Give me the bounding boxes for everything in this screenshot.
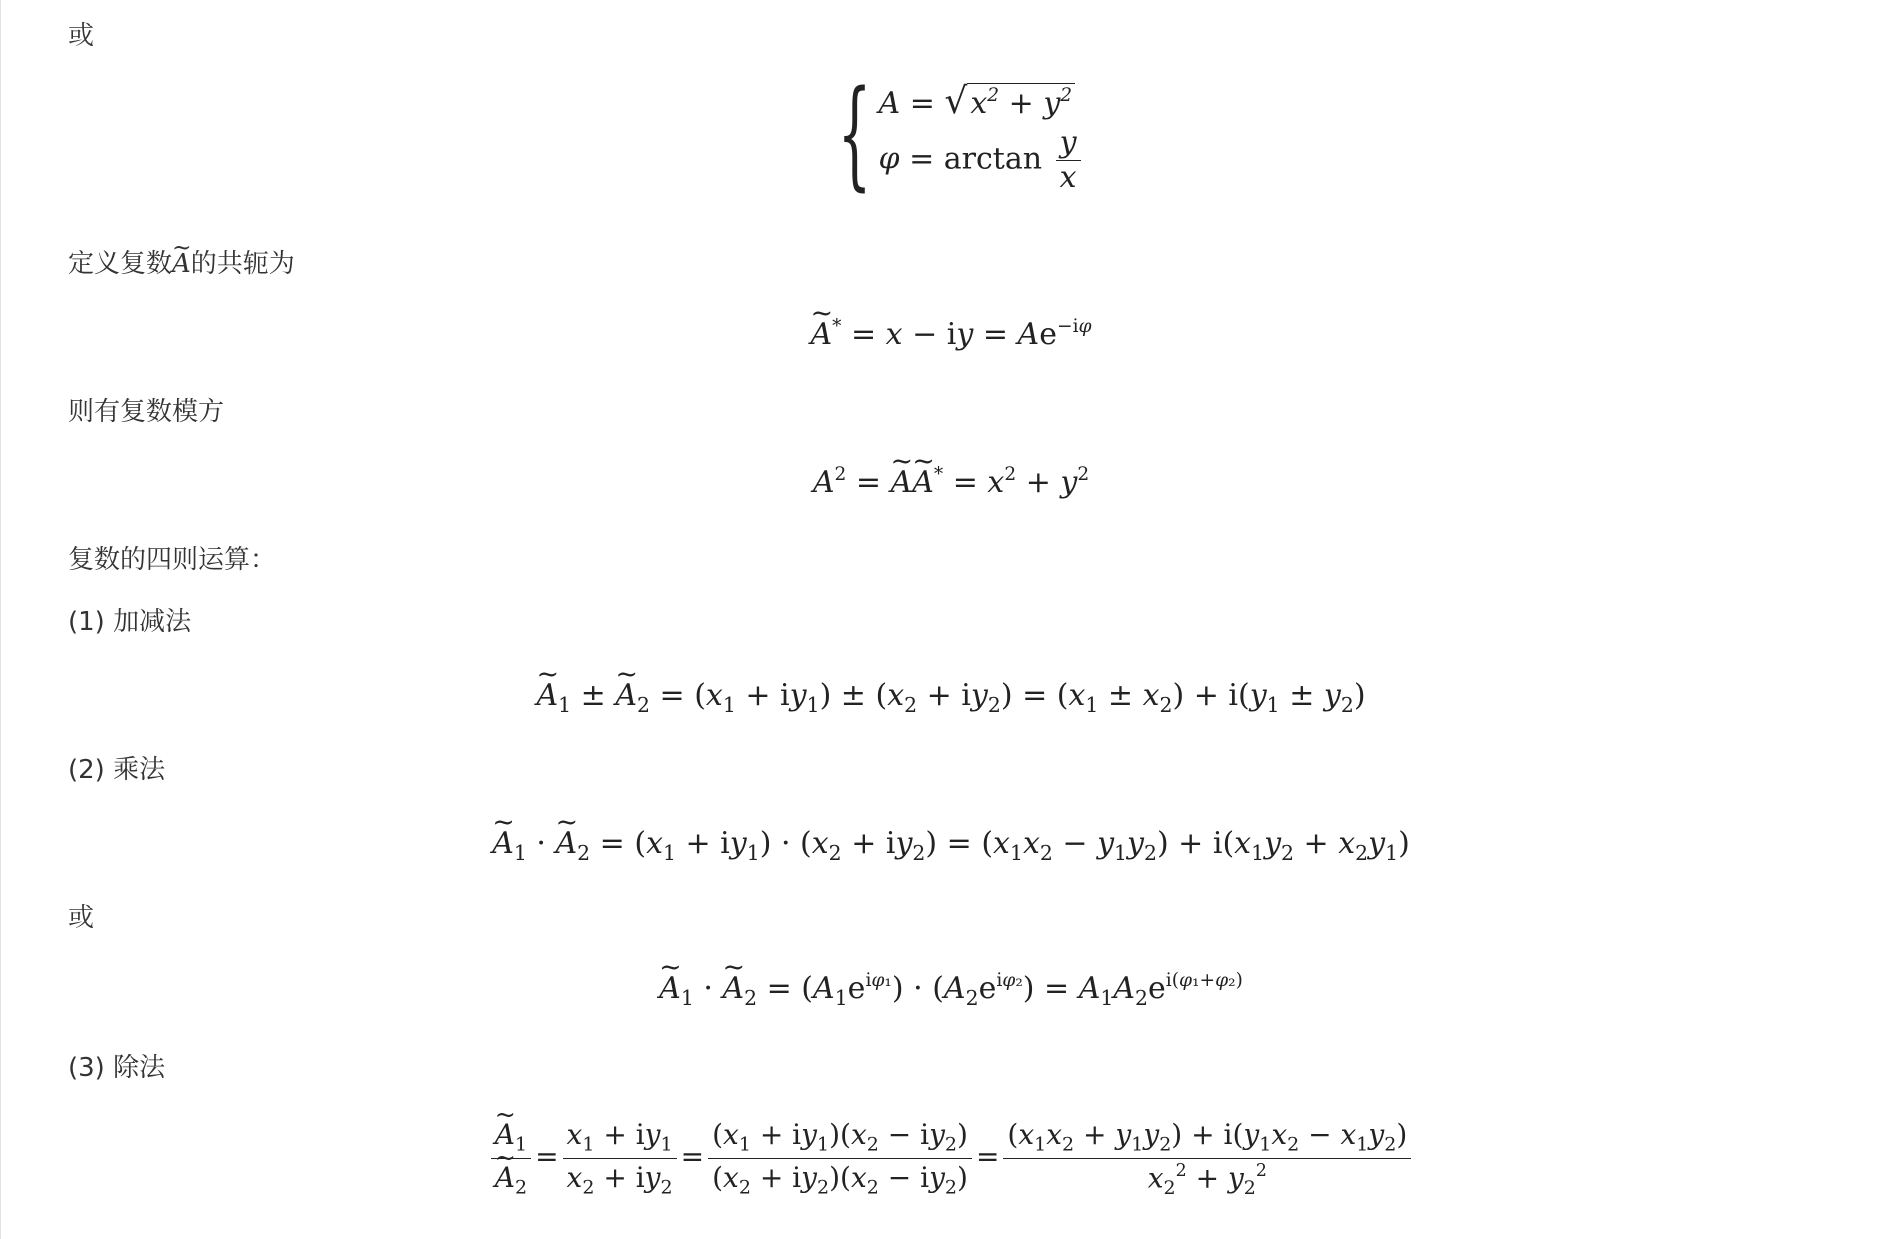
cases-a-symbol: A [878, 86, 901, 122]
brace-symbol: { [838, 63, 872, 202]
equation-divide: ~ $A_1$ ~ $A_2$ = $\frac{x_1 + iy_1}{x_2 + iy_2}$ = $\frac{(x_1 + iy_1)(x_2 - iy_2)}{(x_2 + iy_2)(x_2 - iy_2)}$ = $\frac{(x_1x_2 + y_1y_2) + i(y_1x_2 - x_1y_2)}{x_2^2 + y_2^2}$ [0, 1118, 1902, 1199]
cases-equals-1: = [900, 86, 945, 122]
heading-divide: (3) 除法 [68, 1053, 166, 1083]
cases-frac-den: x [1059, 160, 1077, 196]
equation-modulus: $A^2$ = ~ A~ $A^* = x^2 + y^2$ [0, 464, 1902, 500]
cases-phi-symbol: φ [878, 141, 900, 177]
paragraph-define-conjugate [68, 246, 295, 282]
equation-multiply-polar: ~ $A_1$ · ~ $A_2 = (A_1e^{i\varphi_1}) \cdot (A_2e^{i\varphi_2}) = A_1A_2e^{i(\varphi_1+\varphi_2)}$ [0, 970, 1902, 1010]
define-conj-suffix: 的共轭为 [190, 249, 295, 279]
cases-equals-2: = [899, 141, 944, 177]
divide-frac-4: $\frac{(x_1x_2 + y_1y_2) + i(y_1x_2 - x_1y_2)}{x_2^2 + y_2^2}$ [1003, 1118, 1411, 1199]
sqrt-radicand: $x^2 + y^2$ [967, 83, 1075, 121]
equation-polar-cases [0, 63, 1902, 202]
cases-frac-num: y [1056, 128, 1081, 161]
cases-arctan: arctan [943, 141, 1043, 177]
divide-frac-1: ~ $A_1$ ~ $A_2$ [491, 1118, 531, 1198]
sqrt-radical-icon: √ [944, 81, 968, 123]
equation-add-sub: ~ $A_1$ ± ~ $A_2 = (x_1 + iy_1) \pm (x_2 + iy_2) = (x_1 \pm x_2) + i(y_1 \pm y_2)$ [0, 678, 1902, 717]
complex-a-tilde: ~ A [172, 246, 191, 282]
cases-fraction [1056, 125, 1081, 196]
divide-frac-2: $\frac{x_1 + iy_1}{x_2 + iy_2}$ [563, 1118, 677, 1198]
paragraph-or-2: 或 [68, 903, 95, 933]
heading-multiply: (2) 乘法 [68, 755, 166, 785]
heading-add-sub: (1) 加减法 [68, 607, 192, 637]
equation-multiply-rect: ~ $A_1$ · ~ $A_2 = (x_1 + iy_1) \cdot (x_2 + iy_2) = (x_1x_2 - y_1y_2) + i(x_1y_2 + x_2y_1)$ [0, 826, 1902, 865]
equation-conjugate: ~ A* = x − iy = $Ae^{-i\varphi}$ [0, 316, 1902, 352]
divide-frac-3: $\frac{(x_1 + iy_1)(x_2 - iy_2)}{(x_2 + iy_2)(x_2 - iy_2)}$ [708, 1118, 972, 1198]
paragraph-or-1: 或 [68, 21, 95, 51]
paragraph-four-operations: 复数的四则运算： [68, 545, 277, 575]
paragraph-modulus: 则有复数模方 [68, 397, 225, 427]
define-conj-text: 定义复数 [68, 249, 173, 279]
